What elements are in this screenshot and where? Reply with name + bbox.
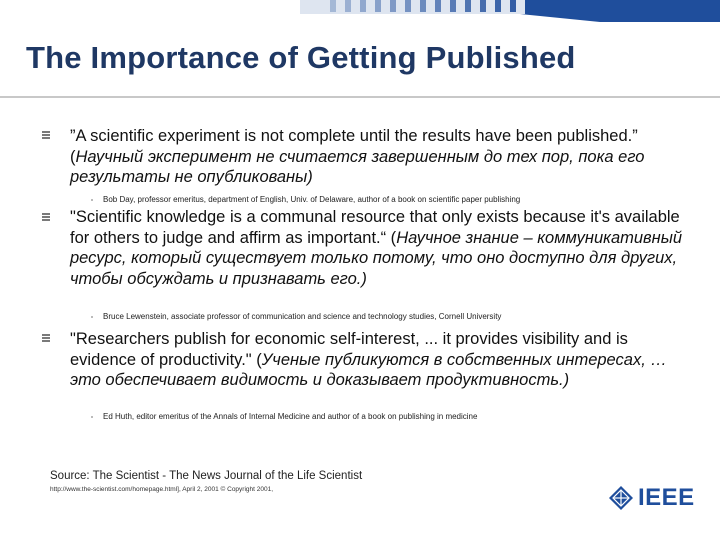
title-divider	[0, 96, 720, 98]
quote-russian: Научное знание – коммуникативный ресурс, который существует только потому, что оно доступно для других, чтобы обсуждать и признавать его.)	[70, 228, 683, 288]
ieee-diamond-icon	[608, 485, 634, 511]
list-item	[70, 126, 685, 188]
quote-russian: Ученые публикуются в собственных интересах, … это обеспечивает видимость и доказывает продуктивность.)	[70, 350, 667, 389]
attribution-text: Bob Day, professor emeritus, department of English, Univ. of Delaware, author of a book on scientific paper publishing	[103, 195, 521, 204]
attribution-text: Bruce Lewenstein, associate professor of communication and science and technology studies, Cornell University	[103, 312, 502, 321]
attribution	[103, 195, 703, 205]
attribution	[103, 412, 703, 422]
logo-wordmark: IEEE	[638, 484, 695, 511]
source-url: http://www.the-scientist.com/homepage.html], April 2, 2001 © Copyright 2001,	[50, 486, 274, 493]
list-item	[70, 329, 685, 391]
bullet-lines-icon	[42, 213, 50, 221]
bullet-lines-icon	[42, 334, 50, 342]
attribution-text: Ed Huth, editor emeritus of the Annals of Internal Medicine and author of a book on publishing in medicine	[103, 412, 478, 421]
source-citation: Source: The Scientist - The News Journal of the Life Scientist	[50, 470, 363, 482]
quote-english: "Researchers publish for economic self-interest, ... it provides visibility and is evidence of productivity." (	[70, 330, 628, 369]
bullet-lines-icon	[42, 131, 50, 139]
ieee-logo	[608, 484, 695, 512]
list-item	[70, 207, 685, 289]
quote-english: "Scientific knowledge is a communal resource that only exists because it's available for others to judge and affirm as important.“ (	[70, 208, 680, 247]
quote-english: ”A scientific experiment is not complete until the results have been published.” (	[70, 127, 638, 166]
page-title: The Importance of Getting Published	[26, 40, 576, 75]
attribution	[103, 312, 703, 322]
attribution-dot-icon	[91, 316, 93, 318]
quote-russian: Научный эксперимент не считается завершенным до тех пор, пока его результаты не опубликованы)	[70, 147, 645, 186]
top-decorative-band	[0, 0, 720, 22]
attribution-dot-icon	[91, 199, 93, 201]
attribution-dot-icon	[91, 416, 93, 418]
